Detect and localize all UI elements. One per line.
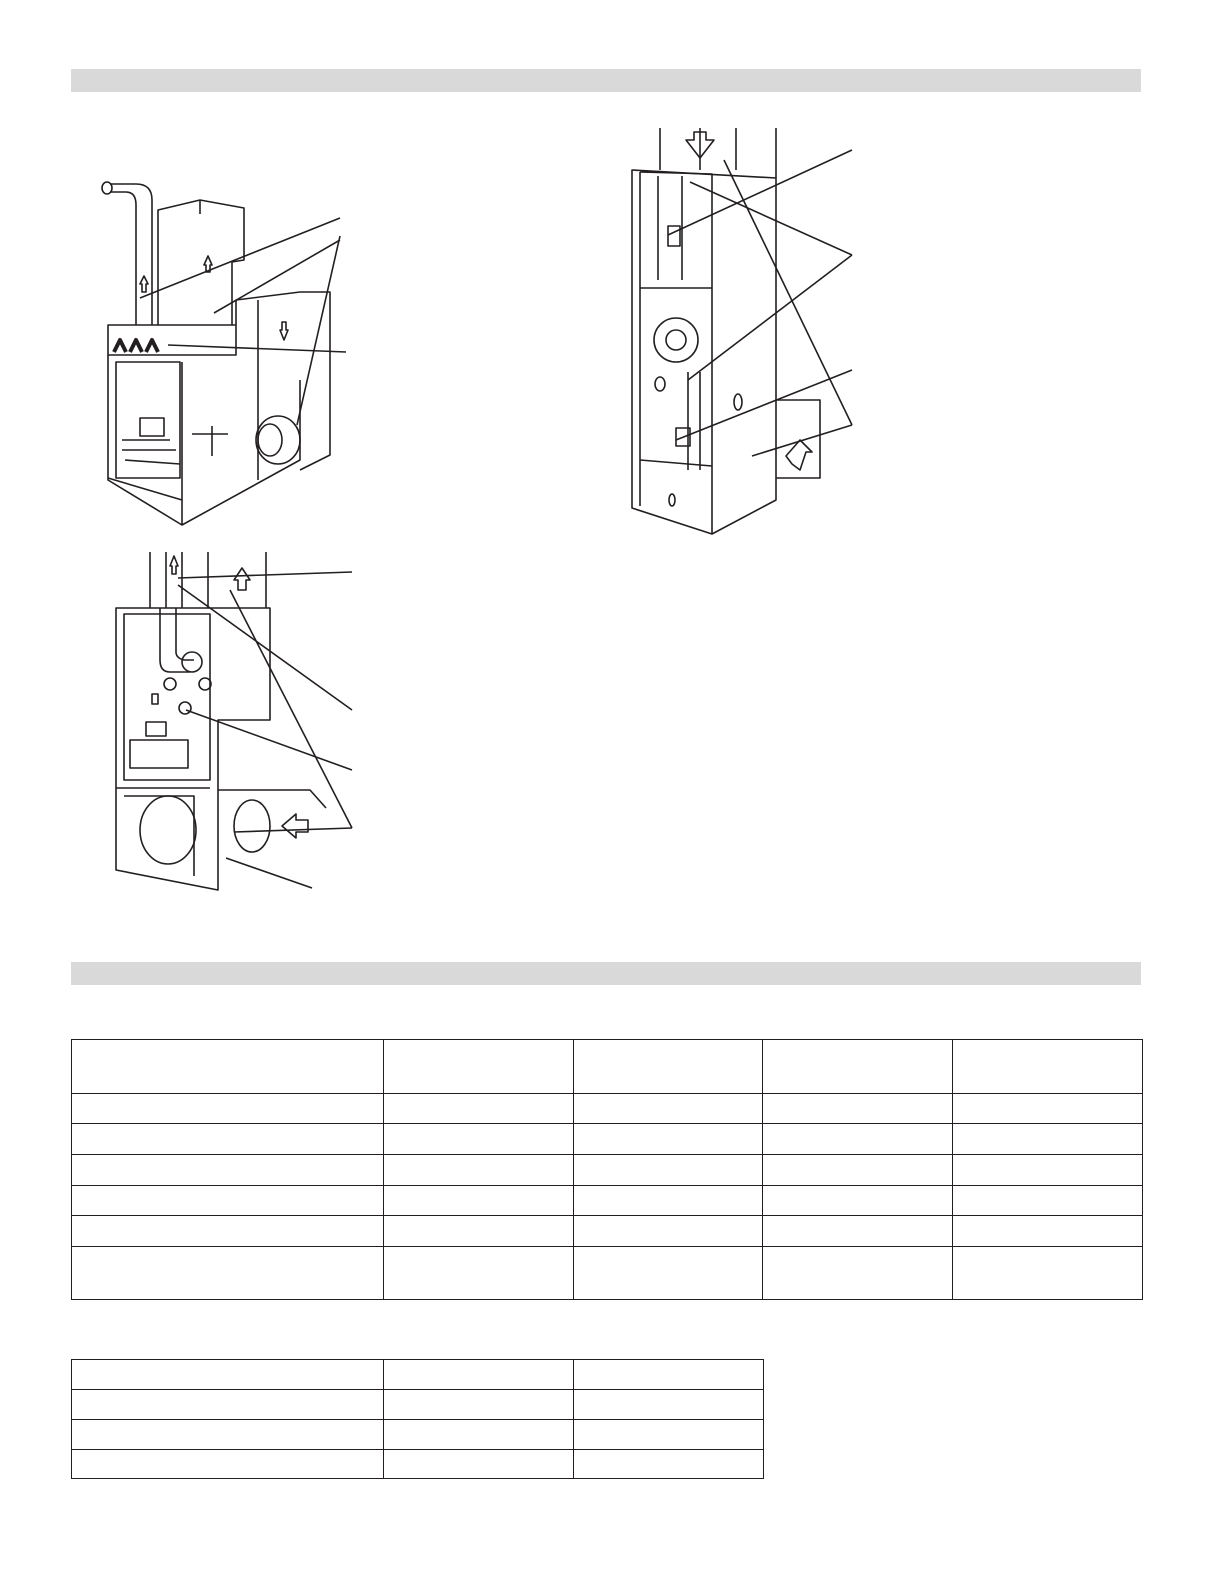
table-cell: [72, 1094, 384, 1124]
table-header-cell: [384, 1040, 574, 1094]
table-header-cell: [72, 1040, 384, 1094]
table-row: [72, 1124, 1143, 1155]
downflow-furnace-illustration: [620, 120, 860, 540]
table-cell: [72, 1247, 384, 1300]
table-row: [72, 1186, 1143, 1216]
table-header-cell: [953, 1040, 1143, 1094]
table-cell: [384, 1155, 574, 1186]
table-cell: [953, 1216, 1143, 1247]
table-cell: [574, 1155, 763, 1186]
table-header-cell: [574, 1040, 763, 1094]
table-cell: [72, 1216, 384, 1247]
table-cell: [574, 1247, 763, 1300]
table-cell: [953, 1124, 1143, 1155]
table-cell: [72, 1155, 384, 1186]
table-cell: [72, 1360, 384, 1390]
table-cell: [574, 1450, 764, 1479]
table-cell: [763, 1186, 953, 1216]
section-header-band-1: [71, 69, 1141, 92]
table-cell: [574, 1390, 764, 1420]
table-cell: [384, 1124, 574, 1155]
table-row: [72, 1216, 1143, 1247]
secondary-table: [71, 1359, 764, 1479]
table-cell: [384, 1247, 574, 1300]
section-header-band-2: [71, 962, 1141, 985]
table-cell: [763, 1094, 953, 1124]
table-cell: [953, 1247, 1143, 1300]
table-cell: [384, 1390, 574, 1420]
table-cell: [72, 1124, 384, 1155]
table-cell: [384, 1094, 574, 1124]
table-row: [72, 1390, 764, 1420]
table-cell: [384, 1360, 574, 1390]
table-row: [72, 1094, 1143, 1124]
table-row: [72, 1450, 764, 1479]
table-cell: [72, 1450, 384, 1479]
table-cell: [72, 1420, 384, 1450]
table-row: [72, 1360, 764, 1390]
table-cell: [574, 1360, 764, 1390]
table-header-cell: [763, 1040, 953, 1094]
table-cell: [953, 1186, 1143, 1216]
table-cell: [953, 1155, 1143, 1186]
table-cell: [384, 1450, 574, 1479]
specifications-table: [71, 1039, 1143, 1300]
table-cell: [763, 1155, 953, 1186]
table-cell: [384, 1186, 574, 1216]
table-cell: [763, 1124, 953, 1155]
table-cell: [763, 1216, 953, 1247]
table-cell: [574, 1216, 763, 1247]
table-cell: [384, 1216, 574, 1247]
table-cell: [574, 1124, 763, 1155]
table-cell: [384, 1420, 574, 1450]
upflow-furnace-illustration: [90, 180, 360, 540]
table-cell: [574, 1186, 763, 1216]
table-cell: [574, 1420, 764, 1450]
table-cell: [763, 1247, 953, 1300]
table-cell: [72, 1390, 384, 1420]
table-row: [72, 1155, 1143, 1186]
table-row: [72, 1420, 764, 1450]
horizontal-furnace-illustration: [110, 545, 360, 895]
table-row: [72, 1247, 1143, 1300]
table-cell: [574, 1094, 763, 1124]
table-cell: [953, 1094, 1143, 1124]
table-header-row: [72, 1040, 1143, 1094]
table-cell: [72, 1186, 384, 1216]
